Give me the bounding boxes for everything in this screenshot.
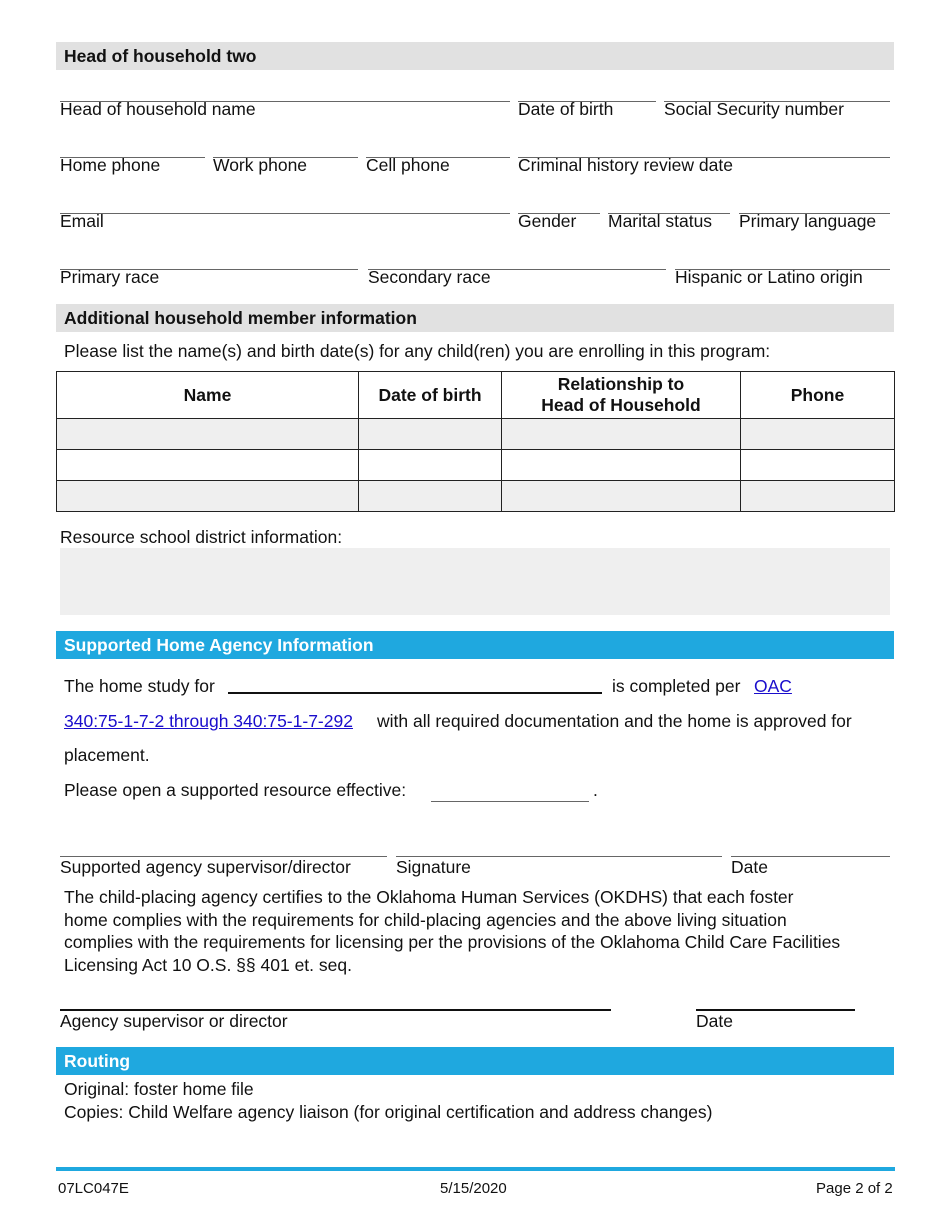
home-study-prefix: The home study for: [64, 676, 215, 696]
relationship-cell[interactable]: [502, 481, 741, 512]
form-id: 07LC047E: [58, 1180, 129, 1197]
certification-line: Licensing Act 10 O.S. §§ 401 et. seq.: [64, 954, 352, 975]
children-table: [56, 371, 895, 512]
name-cell[interactable]: [57, 481, 359, 512]
col-header-relationship-line2: Head of Household: [541, 395, 701, 415]
resource-district-input[interactable]: [60, 548, 890, 615]
dob-field[interactable]: [518, 101, 656, 126]
ssn-field[interactable]: [664, 101, 890, 126]
gender-label: Gender: [518, 211, 577, 231]
home-phone-label: Home phone: [60, 155, 161, 175]
relationship-cell[interactable]: [502, 450, 741, 481]
supported-date-label: Date: [731, 857, 768, 877]
col-header-dob: Date of birth: [359, 372, 502, 419]
criminal-review-field[interactable]: [518, 157, 890, 182]
approved-text: with all required documentation and the home is approved for: [377, 711, 852, 731]
oac-link[interactable]: OAC: [754, 676, 792, 696]
phone-cell[interactable]: [741, 419, 895, 450]
marital-status-field[interactable]: [608, 213, 730, 238]
dob-cell[interactable]: [359, 450, 502, 481]
dob-label: Date of birth: [518, 99, 614, 119]
email-label: Email: [60, 211, 104, 231]
primary-race-label: Primary race: [60, 267, 160, 287]
section-header-additional: [56, 304, 894, 332]
hispanic-origin-field[interactable]: [675, 269, 890, 294]
section-header-head-two: [56, 42, 894, 70]
name-cell[interactable]: [57, 419, 359, 450]
email-field[interactable]: [60, 213, 510, 238]
hispanic-origin-label: Hispanic or Latino origin: [675, 267, 863, 287]
name-cell[interactable]: [57, 450, 359, 481]
certification-paragraph: [64, 886, 840, 976]
certification-line: complies with the requirements for licensing per the provisions of the Oklahoma Child Care Facilities: [64, 932, 841, 952]
primary-race-field[interactable]: [60, 269, 358, 294]
signature-field[interactable]: [396, 856, 722, 881]
agency-supervisor-label: Agency supervisor or director: [60, 1011, 288, 1031]
cell-phone-field[interactable]: [366, 157, 510, 182]
cell-phone-label: Cell phone: [366, 155, 450, 175]
footer-rule: [56, 1167, 895, 1171]
resource-district-label: Resource school district information:: [60, 527, 343, 547]
section-title: Supported Home Agency Information: [64, 635, 374, 655]
section-header-agency: [56, 631, 894, 659]
completed-per-text: is completed per: [612, 676, 741, 696]
dob-cell[interactable]: [359, 419, 502, 450]
oac-range-link[interactable]: 340:75-1-7-2 through 340:75-1-7-292: [64, 711, 353, 731]
open-resource-text: Please open a supported resource effective:: [64, 780, 407, 800]
ssn-label: Social Security number: [664, 99, 844, 119]
section-title: Head of household two: [64, 46, 257, 66]
certification-line: The child-placing agency certifies to the Oklahoma Human Services (OKDHS) that each foster: [64, 887, 794, 907]
gender-field[interactable]: [518, 213, 600, 238]
supported-supervisor-field[interactable]: [60, 856, 387, 881]
home-study-name-input[interactable]: [228, 692, 602, 694]
table-row: [57, 481, 895, 512]
phone-cell[interactable]: [741, 450, 895, 481]
secondary-race-field[interactable]: [368, 269, 666, 294]
primary-language-label: Primary language: [739, 211, 877, 231]
col-header-name: Name: [57, 372, 359, 419]
table-row: [57, 450, 895, 481]
phone-cell[interactable]: [741, 481, 895, 512]
agency-date-label: Date: [696, 1011, 733, 1031]
marital-status-label: Marital status: [608, 211, 713, 231]
head-name-label: Head of household name: [60, 99, 256, 119]
routing-copies: Copies: Child Welfare agency liaison (for original certification and address changes): [64, 1102, 713, 1122]
form-date: 5/15/2020: [440, 1180, 507, 1197]
signature-label: Signature: [396, 857, 471, 877]
col-header-relationship-line1: Relationship to: [557, 374, 685, 394]
head-name-field[interactable]: [60, 101, 510, 126]
section-title: Additional household member information: [64, 308, 417, 328]
work-phone-label: Work phone: [213, 155, 308, 175]
primary-language-field[interactable]: [739, 213, 890, 238]
home-phone-field[interactable]: [60, 157, 205, 182]
supported-date-field[interactable]: [731, 856, 890, 881]
routing-original: Original: foster home file: [64, 1079, 254, 1099]
section-header-routing: [56, 1047, 894, 1075]
criminal-review-label: Criminal history review date: [518, 155, 733, 175]
secondary-race-label: Secondary race: [368, 267, 491, 287]
children-instruction: Please list the name(s) and birth date(s) for any child(ren) you are enrolling in this program:: [64, 341, 771, 361]
supported-supervisor-label: Supported agency supervisor/director: [60, 857, 351, 877]
table-row: [57, 419, 895, 450]
work-phone-field[interactable]: [213, 157, 358, 182]
placement-text: placement.: [64, 745, 150, 765]
period-text: .: [593, 780, 598, 800]
col-header-phone: Phone: [741, 372, 895, 419]
relationship-cell[interactable]: [502, 419, 741, 450]
effective-date-input[interactable]: [431, 801, 589, 802]
section-title: Routing: [64, 1051, 131, 1071]
dob-cell[interactable]: [359, 481, 502, 512]
certification-line: home complies with the requirements for child-placing agencies and the above living situation: [64, 909, 787, 930]
col-header-relationship: [502, 372, 741, 419]
page-number: Page 2 of 2: [816, 1180, 893, 1197]
